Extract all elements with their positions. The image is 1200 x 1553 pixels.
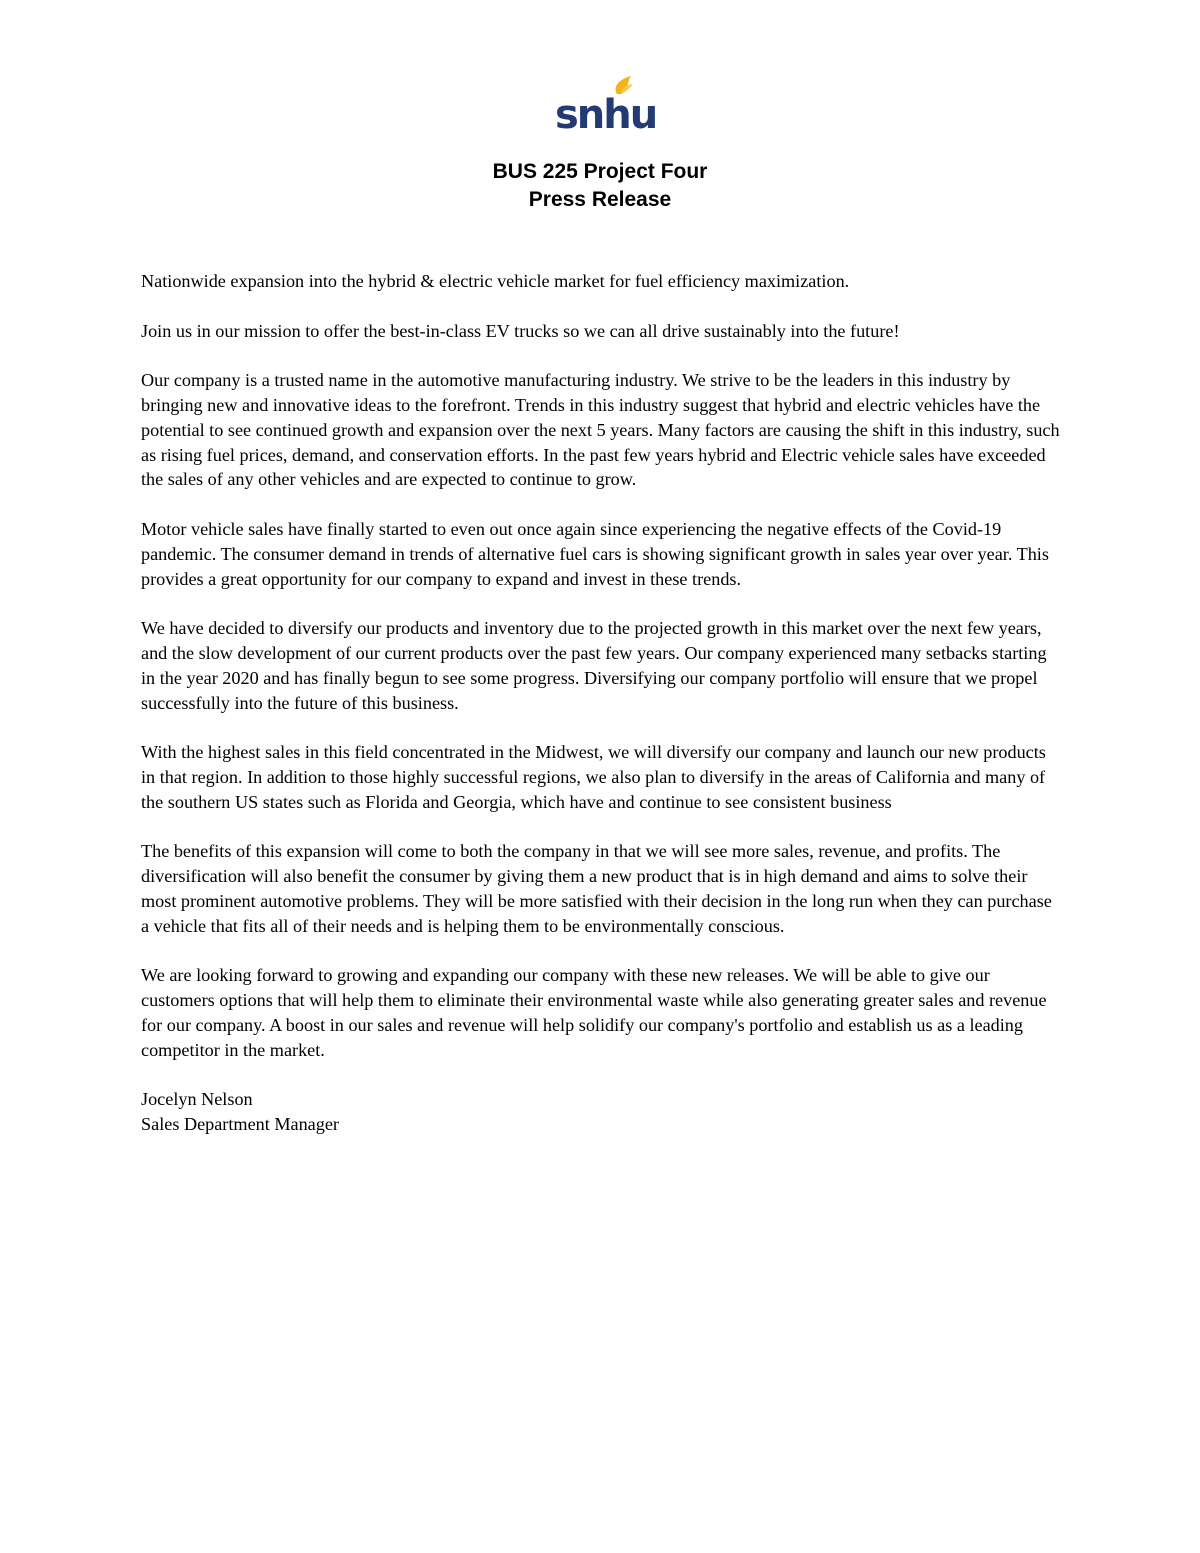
press-release-body: [141, 269, 1061, 1137]
title-subtitle: Press Release: [528, 188, 672, 211]
paragraph-headline: Nationwide expansion into the hybrid & electric vehicle market for fuel efficiency maximization.: [141, 271, 850, 291]
paragraph-market-trends: Motor vehicle sales have finally started to even out once again since experiencing the negative effects of the Covid-19 pandemic. The consumer demand in trends of alternative fuel cars is showing significant growth in sales year over year. This provides a great opportunity for our company to expand and invest in these trends.: [141, 518, 1049, 589]
title-course: BUS 225 Project Four: [492, 160, 708, 183]
signature-role: Sales Department Manager: [141, 1114, 339, 1135]
snhu-logo: [555, 74, 657, 138]
document-title: [0, 158, 1200, 214]
logo-wordmark: snhu: [555, 92, 657, 138]
paragraph-diversification: We have decided to diversify our products and inventory due to the projected growth in this market over the next few years, and the slow development of our current products over the past few years. Our company experienced many setbacks starting in the year 2020 and has finally begun to see some progress. Diversifying our company portfolio will ensure that we propel successfully into the future of this business.: [141, 618, 1047, 713]
signature-name: Jocelyn Nelson: [141, 1089, 253, 1110]
paragraph-regions: With the highest sales in this field concentrated in the Midwest, we will diversify our company and launch our new products in that region. In addition to those highly successful regions, we also plan to diversify in the areas of California and many of the southern US states such as Florida and Georgia, which have and continue to see consistent business: [141, 742, 1046, 812]
paragraph-company-intro: Our company is a trusted name in the automotive manufacturing industry. We strive to be the leaders in this industry by bringing new and innovative ideas to the forefront. Trends in this industry suggest that hybrid and electric vehicles have the potential to see continued growth and expansion over the next 5 years. Many factors are causing the shift in this industry, such as rising fuel prices, demand, and conservation efforts. In the past few years hybrid and Electric vehicle sales have exceeded the sales of any other vehicles and are expected to continue to grow.: [141, 370, 1060, 490]
paragraph-benefits: The benefits of this expansion will come to both the company in that we will see more sales, revenue, and profits. The diversification will also benefit the consumer by giving them a new product that is in high demand and aims to solve their most prominent automotive problems. They will be more satisfied with their decision in the long run when they can purchase a vehicle that fits all of their needs and is helping them to be environmentally conscious.: [141, 841, 1052, 936]
paragraph-tagline: Join us in our mission to offer the best-in-class EV trucks so we can all drive sustainably into the future!: [141, 320, 900, 341]
signature-block: [141, 1087, 1061, 1137]
paragraph-closing: We are looking forward to growing and expanding our company with these new releases. We will be able to give our customers options that will help them to eliminate their environmental waste while also generating greater sales and revenue for our company. A boost in our sales and revenue will help solidify our company's portfolio and establish us as a leading competitor in the market.: [141, 965, 1047, 1060]
